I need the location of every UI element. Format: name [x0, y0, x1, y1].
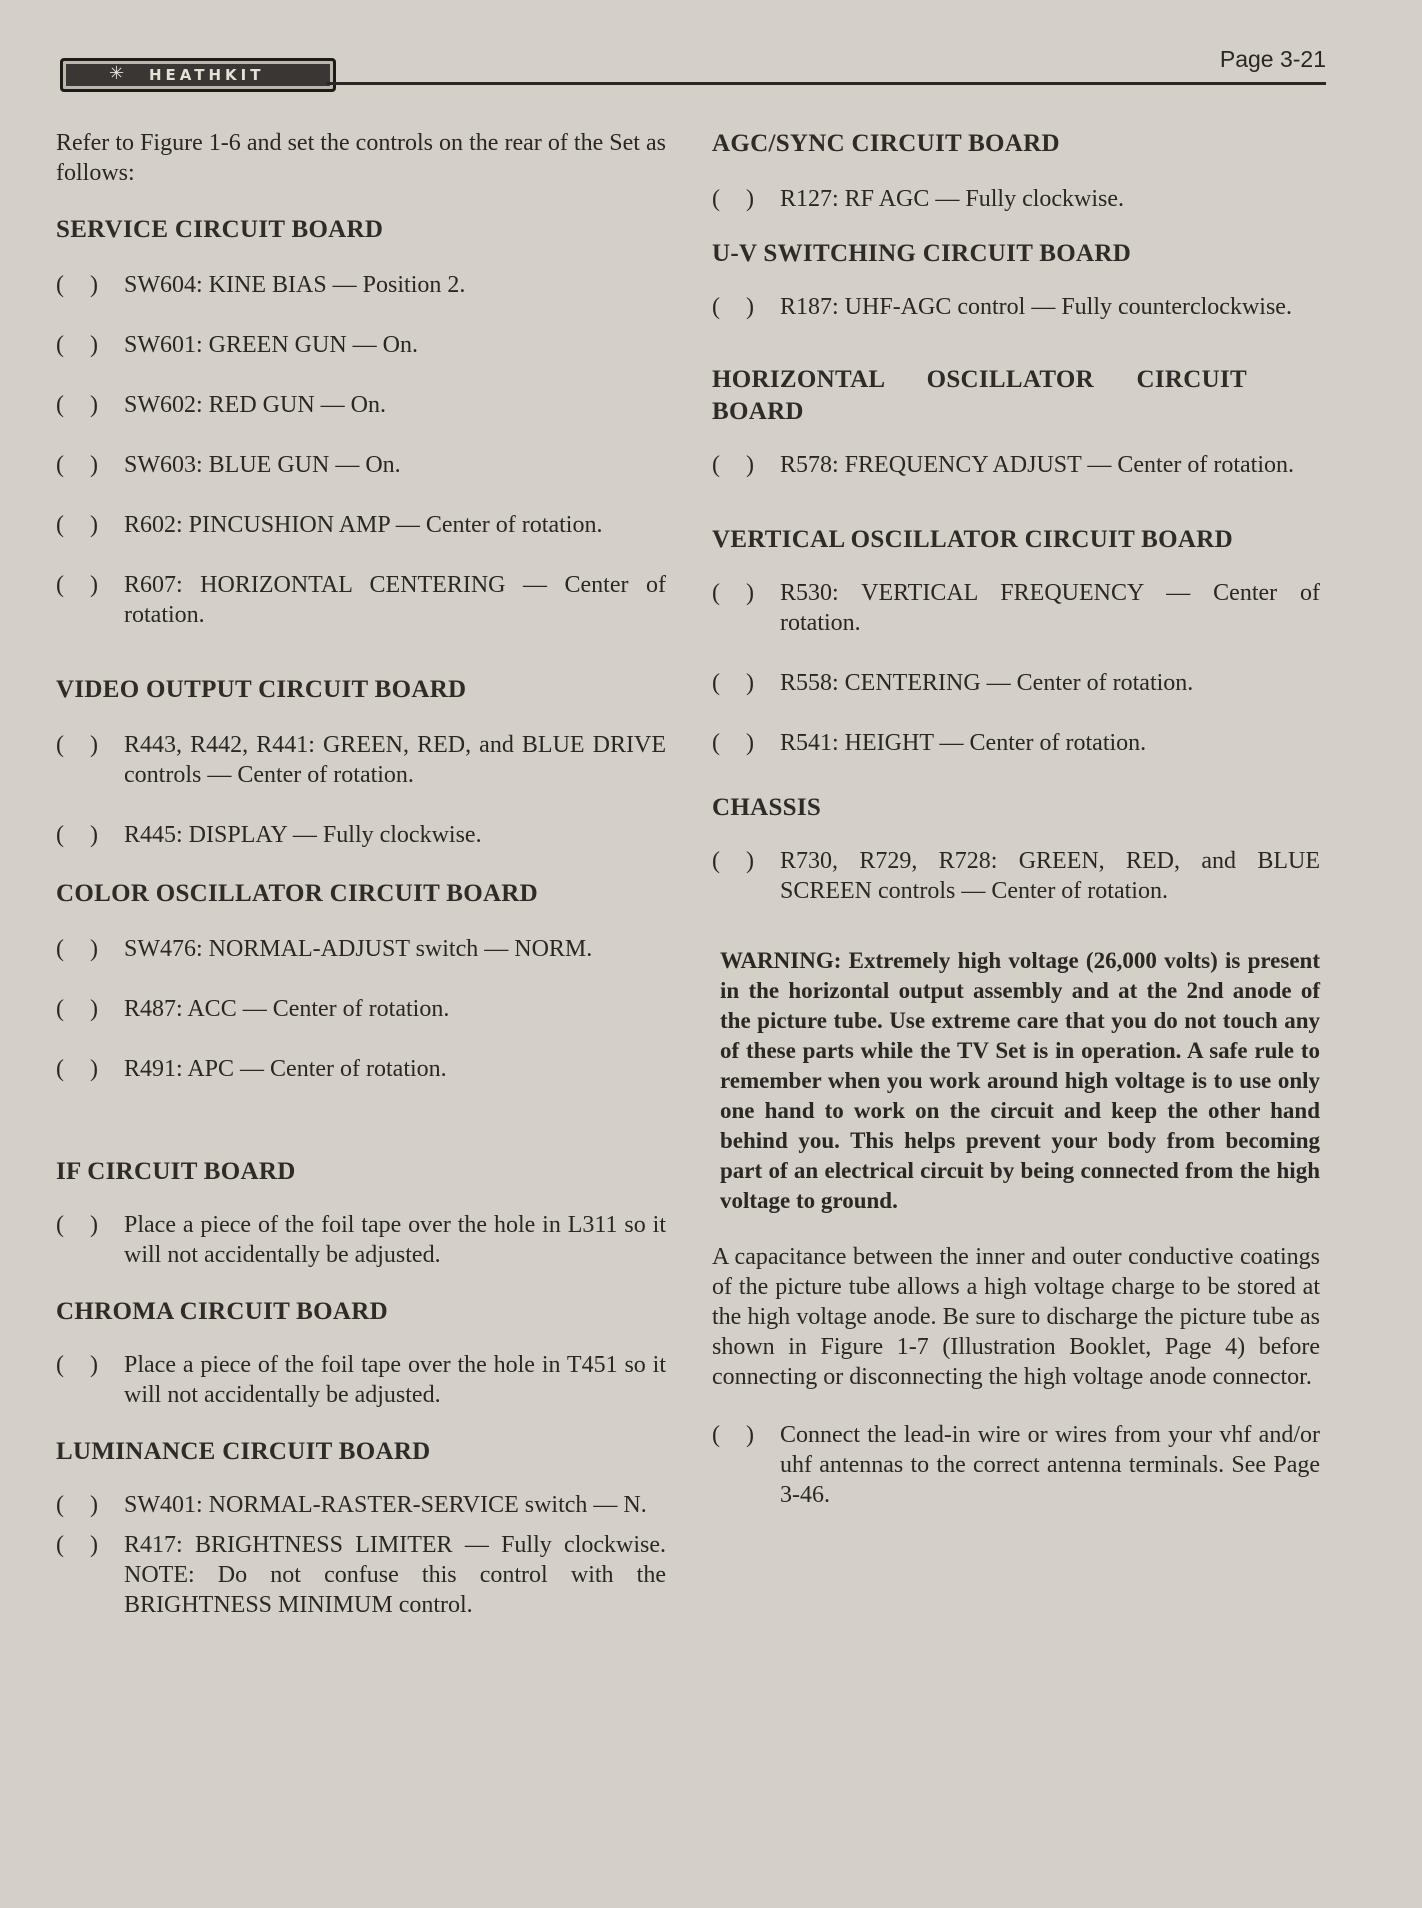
checklist-step: ( ) R187: UHF-AGC control — Fully counterclockwise.	[712, 294, 1292, 320]
checkbox[interactable]: ( )	[56, 572, 108, 598]
checklist-step: ( ) R730, R729, R728: GREEN, RED, and BLUE SCREEN controls — Center of rotation.	[712, 848, 1320, 904]
checkbox[interactable]: ( )	[56, 1352, 108, 1378]
page-number: Page 3-21	[1219, 46, 1326, 72]
checklist-step: ( ) Place a piece of the foil tape over the hole in L311 so it will not accidentally be adjusted.	[56, 1212, 666, 1268]
logo-brand-text: HEATHKIT	[149, 66, 265, 84]
intro-text: Refer to Figure 1-6 and set the controls on the rear of the Set as follows:	[56, 130, 666, 186]
checklist-step: ( ) SW601: GREEN GUN — On.	[56, 332, 418, 358]
checklist-step: ( ) SW602: RED GUN — On.	[56, 392, 386, 418]
section-title: AGC/SYNC CIRCUIT BOARD	[712, 130, 1060, 157]
checklist-step: ( ) R530: VERTICAL FREQUENCY — Center of rotation.	[712, 580, 1320, 636]
checkbox[interactable]: ( )	[56, 996, 108, 1022]
checkbox[interactable]: ( )	[56, 392, 108, 418]
checklist-step: ( ) R487: ACC — Center of rotation.	[56, 996, 450, 1022]
checklist-step: ( ) R578: FREQUENCY ADJUST — Center of rotation.	[712, 452, 1294, 478]
checklist-step: ( ) SW476: NORMAL-ADJUST switch — NORM.	[56, 936, 593, 962]
section-title: LUMINANCE CIRCUIT BOARD	[56, 1438, 431, 1465]
checkbox[interactable]: ( )	[56, 1492, 108, 1518]
checkbox[interactable]: ( )	[56, 452, 108, 478]
checkbox[interactable]: ( )	[712, 294, 764, 320]
section-title: HORIZONTAL OSCILLATOR CIRCUIT BOARD	[712, 366, 1247, 425]
checkbox[interactable]: ( )	[56, 822, 108, 848]
section-title: IF CIRCUIT BOARD	[56, 1158, 296, 1185]
checklist-step: ( ) R417: BRIGHTNESS LIMITER — Fully clockwise. NOTE: Do not confuse this control with the BRIGHTNESS MINIMUM control.	[56, 1532, 666, 1618]
section-title: VIDEO OUTPUT CIRCUIT BOARD	[56, 676, 467, 703]
section-title: CHASSIS	[712, 794, 822, 821]
checkbox[interactable]: ( )	[712, 730, 764, 756]
checklist-step: ( ) SW604: KINE BIAS — Position 2.	[56, 272, 466, 298]
capacitance-paragraph: A capacitance between the inner and outer conductive coatings of the picture tube allows a high voltage charge to be stored at the high voltage anode. Be sure to discharge the picture tube as shown in Figure 1-7 (Illustration Booklet, Page 4) before connecting or disconnecting the high voltage anode connector.	[712, 1244, 1320, 1390]
heathkit-logo	[60, 58, 336, 92]
checkbox[interactable]: ( )	[712, 580, 764, 606]
checkbox[interactable]: ( )	[56, 1212, 108, 1238]
section-title: CHROMA CIRCUIT BOARD	[56, 1298, 388, 1325]
checkbox[interactable]: ( )	[712, 1422, 764, 1448]
checklist-step: ( ) R491: APC — Center of rotation.	[56, 1056, 447, 1082]
checklist-step: ( ) R445: DISPLAY — Fully clockwise.	[56, 822, 482, 848]
checklist-step: ( ) Place a piece of the foil tape over the hole in T451 so it will not accidentally be adjusted.	[56, 1352, 666, 1408]
warning-text: WARNING: Extremely high voltage (26,000 volts) is present in the horizontal output assembly and at the 2nd anode of the picture tube. Use extreme care that you do not touch any of these parts while the TV Set is in operation. A safe rule to remember when you work around high voltage is to use only one hand to work on the circuit and keep the other hand behind you. This helps prevent your body from becoming part of an electrical circuit by being connected from the high voltage to ground.	[720, 948, 1320, 1213]
checklist-step: ( ) R602: PINCUSHION AMP — Center of rotation.	[56, 512, 603, 538]
checklist-step: ( ) R127: RF AGC — Fully clockwise.	[712, 186, 1125, 212]
page-header	[56, 46, 1326, 102]
section-title: U-V SWITCHING CIRCUIT BOARD	[712, 240, 1132, 267]
checkbox[interactable]: ( )	[56, 1056, 108, 1082]
checkbox[interactable]: ( )	[56, 272, 108, 298]
section-title: VERTICAL OSCILLATOR CIRCUIT BOARD	[712, 526, 1233, 553]
left-column	[56, 128, 666, 1620]
checkbox[interactable]: ( )	[56, 512, 108, 538]
checklist-step: ( ) R607: HORIZONTAL CENTERING — Center of rotation.	[56, 572, 666, 628]
right-column	[712, 128, 1320, 1510]
section-title: SERVICE CIRCUIT BOARD	[56, 216, 384, 243]
checklist-step: ( ) R443, R442, R441: GREEN, RED, and BLUE DRIVE controls — Center of rotation.	[56, 732, 666, 788]
checkbox[interactable]: ( )	[712, 186, 764, 212]
checkbox[interactable]: ( )	[712, 670, 764, 696]
checkbox[interactable]: ( )	[56, 332, 108, 358]
section-title: COLOR OSCILLATOR CIRCUIT BOARD	[56, 880, 539, 907]
checklist-step: ( ) R558: CENTERING — Center of rotation.	[712, 670, 1194, 696]
checkbox[interactable]: ( )	[56, 1532, 108, 1558]
checklist-step: ( ) Connect the lead-in wire or wires from your vhf and/or uhf antennas to the correct antenna terminals. See Page 3-46.	[712, 1422, 1320, 1508]
checkbox[interactable]: ( )	[712, 848, 764, 874]
checkbox[interactable]: ( )	[712, 452, 764, 478]
checkbox[interactable]: ( )	[56, 936, 108, 962]
checkbox[interactable]: ( )	[56, 732, 108, 758]
checklist-step: ( ) SW603: BLUE GUN — On.	[56, 452, 401, 478]
header-rule	[326, 82, 1326, 85]
checklist-step: ( ) R541: HEIGHT — Center of rotation.	[712, 730, 1147, 756]
star-icon: ✳	[109, 63, 125, 84]
checklist-step: ( ) SW401: NORMAL-RASTER-SERVICE switch — N.	[56, 1492, 647, 1518]
